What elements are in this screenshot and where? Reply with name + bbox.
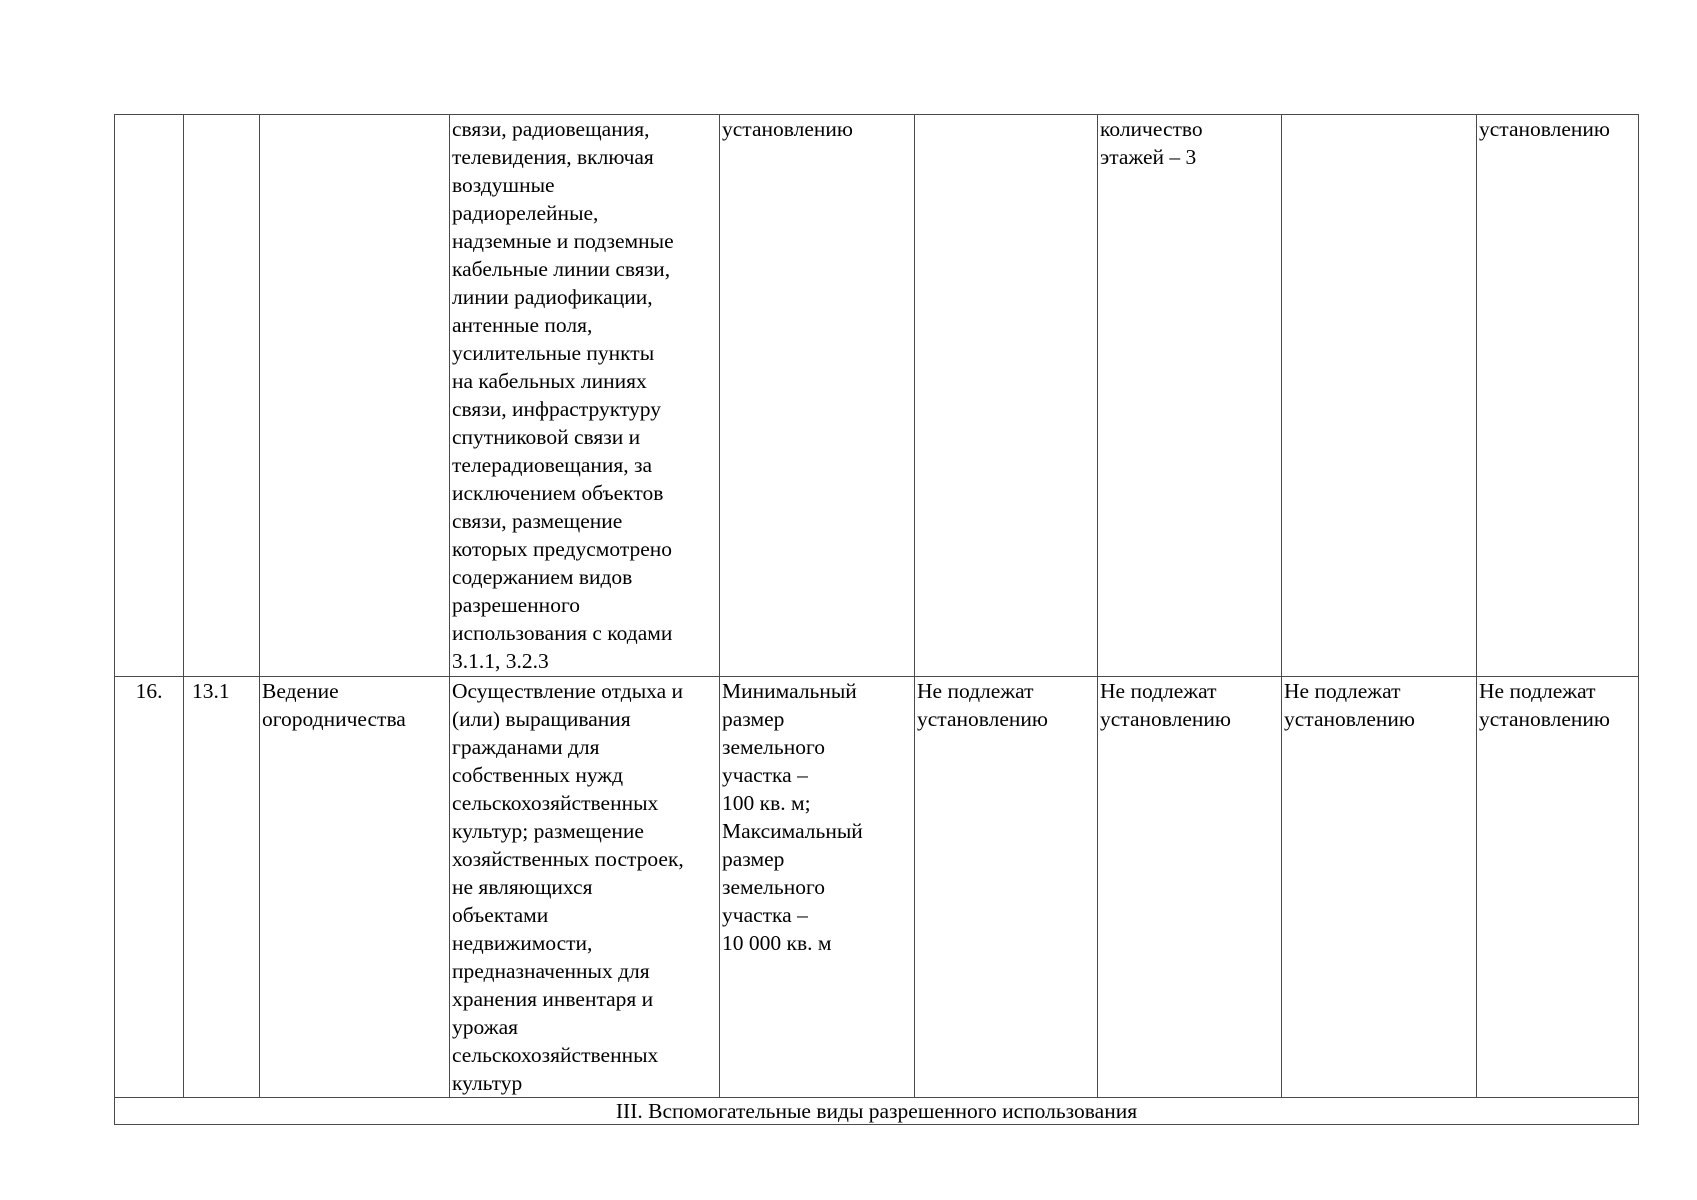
cell-floors: Не подлежат установлению <box>1098 677 1282 1098</box>
cell-use-name <box>260 115 450 677</box>
section-heading: III. Вспомогательные виды разрешенного использования <box>115 1098 1639 1125</box>
cell-use-description: Осуществление отдыха и (или) выращивания гражданами для собственных нужд сельскохозяйственных культур; размещение хозяйственных построек, не являющихся объектами недвижимости, предназначенных для хранения инвентаря и урожая сельскохозяйственных культур <box>450 677 720 1098</box>
cell-other-params: установлению <box>1477 115 1639 677</box>
cell-code <box>184 115 260 677</box>
cell-number: 16. <box>115 677 184 1098</box>
land-use-table <box>114 114 1639 1125</box>
cell-code: 13.1 <box>184 677 260 1098</box>
table-row-continuation <box>115 115 1639 677</box>
cell-plot-size: установлению <box>720 115 915 677</box>
cell-coverage: Не подлежат установлению <box>1282 677 1477 1098</box>
cell-use-name: Ведение огородничества <box>260 677 450 1098</box>
cell-use-description: связи, радиовещания, телевидения, включая воздушные радиорелейные, надземные и подземные кабельные линии связи, линии радиофикации, антенные поля, усилительные пункты на кабельных линиях связи, инфраструктуру спутниковой связи и телерадиовещания, за исключением объектов связи, размещение которых предусмотрено содержанием видов разрешенного использования с кодами 3.1.1, 3.2.3 <box>450 115 720 677</box>
cell-floors: количество этажей – 3 <box>1098 115 1282 677</box>
cell-other-params: Не подлежат установлению <box>1477 677 1639 1098</box>
cell-setbacks <box>915 115 1098 677</box>
cell-number <box>115 115 184 677</box>
table-row <box>115 677 1639 1098</box>
cell-setbacks: Не подлежат установлению <box>915 677 1098 1098</box>
cell-plot-size: Минимальный размер земельного участка – 100 кв. м; Максимальный размер земельного участка – 10 000 кв. м <box>720 677 915 1098</box>
cell-coverage <box>1282 115 1477 677</box>
section-heading-row <box>115 1098 1639 1125</box>
